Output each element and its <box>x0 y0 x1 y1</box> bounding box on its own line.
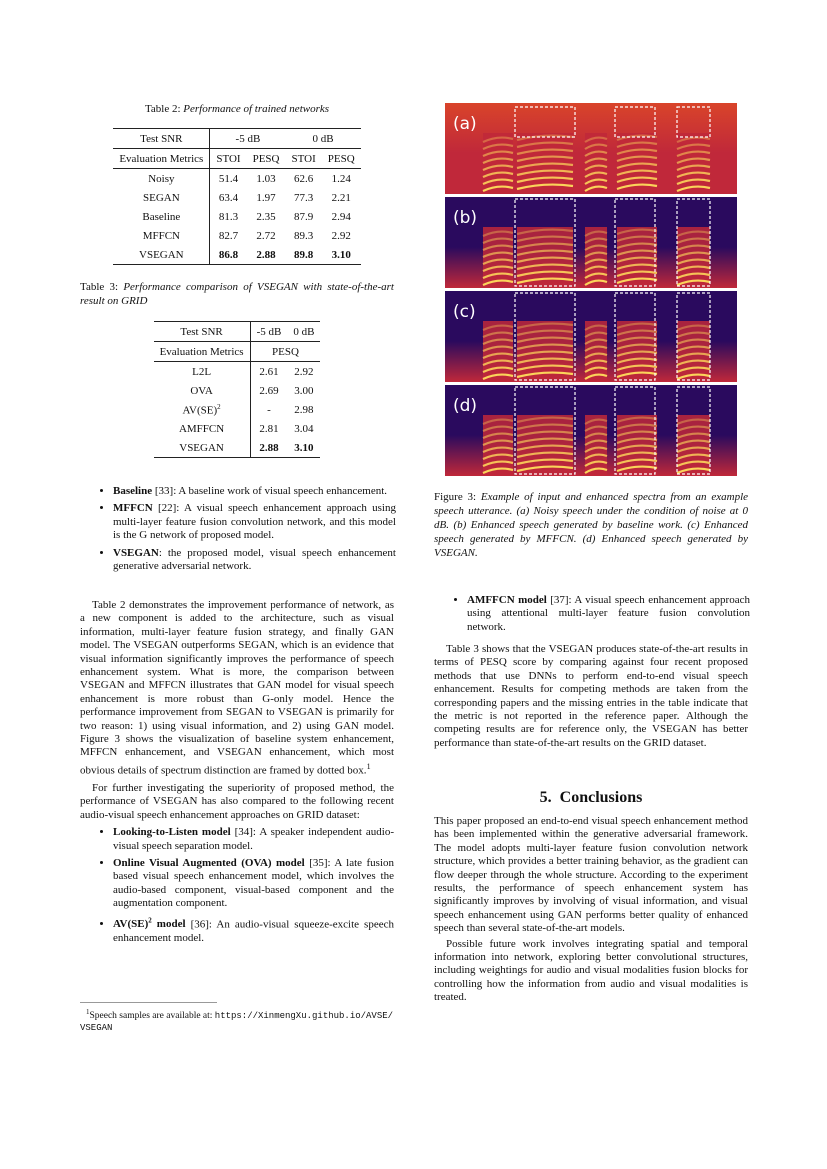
t2-row-label: Baseline <box>113 207 210 226</box>
t2-cell: 3.10 <box>322 245 361 265</box>
table3 <box>137 321 337 458</box>
t3-cell: 2.92 <box>294 365 314 378</box>
list-item-ref: [36]: <box>185 918 212 931</box>
t2-cell: 1.97 <box>256 191 276 204</box>
t2-header-testsnr: Test SNR <box>113 129 210 149</box>
speech-segment <box>677 227 710 288</box>
t2-cell: 2.92 <box>331 229 351 242</box>
speech-segment <box>483 321 513 382</box>
table-row <box>154 438 321 458</box>
panel-label: (b) <box>453 208 478 228</box>
speech-segment <box>677 415 710 476</box>
t2-subheader-cell: PESQ <box>322 149 361 169</box>
table-row <box>113 226 360 245</box>
table3-caption-text: Performance comparison of VSEGAN with state-of-the-art result on GRID <box>80 281 394 307</box>
t3-cell: 2.88 <box>250 438 287 458</box>
method-list-1 <box>80 485 396 577</box>
list-item-title: Looking-to-Listen model <box>113 826 231 839</box>
paragraph-further-investigation: For further investigating the superiority of proposed method, the performance of VSEGAN has also compared to the following recent audio-visual speech enhancement approaches on GRID dataset: <box>80 781 394 821</box>
list-item-ref: : <box>158 546 162 559</box>
table-row <box>113 245 360 265</box>
t2-subheader-cell: STOI <box>210 149 247 169</box>
spectrogram-panel-c <box>445 291 737 382</box>
table2-caption-text: Performance of trained networks <box>183 103 330 115</box>
paragraph-table3-discussion: Table 3 shows that the VSEGAN produces state-of-the-art results in terms of PESQ score by comparing against four recent proposed methods that use DNNs to perform end-to-end visual speech enhancement. Results for competing methods are taken from the corresponding papers and the missing entries in the table indicate that the metric is not reported in the reference paper. Although the competing results are for reference only, the VSEGAN has better performance than state-of-the-art results on the GRID dataset. <box>434 643 748 749</box>
t3-cell: 3.00 <box>294 384 314 397</box>
t3-row-label: VSEGAN <box>154 438 251 458</box>
list-item-text: An audio-visual squeeze-excite speech enhancement model. <box>113 918 394 944</box>
table-row <box>154 419 321 438</box>
footnote-mark: 1 <box>366 761 371 771</box>
spectrogram-panel-b <box>445 197 737 288</box>
t2-header-snr1: -5 dB <box>210 129 286 149</box>
table2-caption-label: Table 2: <box>144 103 181 115</box>
list-item-ref: [34]: <box>230 826 256 839</box>
t2-cell: 62.6 <box>294 172 314 185</box>
list-item-text: A speaker independent audio-visual speech separation model. <box>113 826 394 852</box>
t3-row-label: L2L <box>154 362 251 382</box>
speech-segment <box>677 133 710 194</box>
list-item-ref: [33]: <box>152 485 177 497</box>
footnote-url[interactable]: https://XinmengXu.github.io/AVSE/VSEGAN <box>80 1011 394 1034</box>
t3-row-label: OVA <box>154 381 251 400</box>
paragraph-table2-discussion: Table 2 demonstrates the improvement performance of network, as a new component is added to the architecture, such as visual information, multi-layer feature fusion strategy, and finally GAN model. The VSEGAN outperforms SEGAN, which is an evidence that visual information significantly improves the performance of speech enhancement system. What is more, the comparison between VSEGAN and MFFCN illustrates that GAN model for visual speech enhancement is more robust than G-only model. Hence the performance improvement from SEGAN to VSEGAN is primarily for two reason: 1) using visual information, and 2) using GAN model. Figure 3 shows the visualization of baseline system enhancement, MFFCN enhancement, and VSEGAN enhancement, which most obvious details of spectrum distinction are framed by dotted box.$^1$ <box>80 599 394 777</box>
t2-cell: 1.03 <box>256 172 276 185</box>
table-row <box>113 207 360 226</box>
t2-cell: 81.3 <box>218 210 239 223</box>
t2-row-label: VSEGAN <box>113 245 210 265</box>
table2 <box>90 128 384 265</box>
t2-cell: 2.72 <box>256 229 276 242</box>
speech-segment <box>483 133 513 194</box>
list-item-title: AV(SE)$^2$ model <box>113 916 186 931</box>
section-heading: 5. Conclusions <box>539 789 643 806</box>
spectrogram-a <box>445 103 737 194</box>
speech-segment <box>677 321 710 382</box>
table-row <box>154 381 321 400</box>
list-item <box>113 826 394 853</box>
t2-cell: 1.24 <box>331 172 351 185</box>
speech-segment <box>585 321 607 382</box>
spectrogram-b <box>445 197 737 288</box>
footnote <box>80 1006 394 1034</box>
t2-row-label: SEGAN <box>113 188 210 207</box>
list-item-text: the proposed model, visual speech enhancement generative adversarial network. <box>113 546 396 573</box>
t3-cell: 2.81 <box>259 422 279 435</box>
t2-cell: 63.4 <box>218 191 239 204</box>
conclusion-body <box>434 815 748 1005</box>
list-item-text: A baseline work of visual speech enhancement. <box>176 485 388 497</box>
spectrogram-panel-a <box>445 103 737 194</box>
table-row <box>113 188 360 207</box>
t2-subheader-cell: Evaluation Metrics <box>113 149 210 169</box>
t2-header-snr2: 0 dB <box>286 129 361 149</box>
t2-cell: 86.8 <box>210 245 247 265</box>
list-item-title: VSEGAN <box>113 546 159 559</box>
t3-row-label: AV(SE)$^2$ <box>154 400 251 419</box>
list-item <box>113 915 394 945</box>
footnote-rule <box>80 1002 217 1003</box>
speech-segment <box>585 133 607 194</box>
t2-cell: 2.88 <box>247 245 286 265</box>
t3-sub-metrics: Evaluation Metrics <box>154 342 251 362</box>
t3-cell: 3.10 <box>287 438 320 458</box>
paragraph-future-work: Possible future work involves integrating spatial and temporal information into network, exploring better convolutional structures, including weightings for audio and visual modalities fusion blocks for controlling how the information from audio and visual modalities is treated. <box>434 937 748 1004</box>
spectrogram-c <box>445 291 737 382</box>
spectrogram-panel-d <box>445 385 737 476</box>
list-item-sup: 2 <box>148 916 152 925</box>
speech-segment <box>483 415 513 476</box>
table2-caption <box>80 102 394 116</box>
panel-label: (d) <box>453 396 478 416</box>
spectrogram-d <box>445 385 737 476</box>
list-item-ref: [22]: <box>152 502 180 515</box>
t2-subheader-cell: PESQ <box>247 149 286 169</box>
t2-subheader-cell: STOI <box>286 149 322 169</box>
figure3-caption-text: Example of input and enhanced spectra from an example speech utterance. (a) Noisy speech under the condition of noise at 0 dB. (b) Enhanced speech generated by baseline work. (c) Enhanced speech generated by MFFCN. (d) Enhanced speech generated by VSEGAN. <box>434 491 749 559</box>
list-item-title: Online Visual Augmented (OVA) model <box>113 856 305 869</box>
t2-cell: 89.8 <box>286 245 322 265</box>
t3-header-testsnr: Test SNR <box>154 322 251 342</box>
speech-segment <box>483 227 513 288</box>
method-list-2 <box>80 826 394 945</box>
t2-cell: 89.3 <box>294 229 314 242</box>
list-item <box>113 547 396 574</box>
list-item-title: Baseline <box>113 485 153 497</box>
speech-segment <box>585 415 607 476</box>
t3-header-snr1: -5 dB <box>250 322 287 342</box>
t2-cell: 87.9 <box>294 210 314 223</box>
list-item-text: A late fusion based visual speech enhancement model, which involves the audio-based component, visual-based component and the augmentation component. <box>113 856 394 910</box>
panel-label: (c) <box>453 302 476 322</box>
t2-cell: 2.35 <box>256 210 276 223</box>
t3-cell: 2.61 <box>259 365 279 378</box>
t2-row-label: MFFCN <box>113 226 210 245</box>
t3-row-sup: 2 <box>217 402 221 411</box>
t3-row-label: AMFFCN <box>154 419 251 438</box>
table-row <box>154 400 321 419</box>
figure3-caption <box>434 490 748 560</box>
t3-cell: - <box>267 403 271 416</box>
list-item-text: A visual speech enhancement approach using multi-layer feature fusion convolution network, and this model is the G network of proposed model. <box>113 502 396 542</box>
figure3-spectrograms <box>445 103 737 479</box>
t3-cell: 2.69 <box>259 384 279 397</box>
table3-caption <box>80 280 394 308</box>
list-item <box>113 485 396 498</box>
t2-cell: 51.4 <box>218 172 239 185</box>
paragraph-conclusion: This paper proposed an end-to-end visual speech enhancement method has been implemented within the generative adversarial framework. The model adopts multi-layer feature fusion convolution network structure, which provides a better training behavior, as the gradient can flow deeper through the whole structure. According to the experiment results, the performance of speech enhancement system has significantly improves by involving of visual information, and visual speech enhancement using GAN performs better quality of enhanced speech than several state-of-the-art models. <box>434 815 748 935</box>
speech-segment <box>585 227 607 288</box>
body-paragraphs-left <box>80 599 394 949</box>
t2-cell: 2.21 <box>331 191 351 204</box>
method-list-3 <box>434 594 750 638</box>
table3-caption-label: Table 3: <box>80 281 119 293</box>
table-row <box>113 169 360 189</box>
list-item <box>113 857 394 911</box>
table-row <box>154 362 321 382</box>
list-item <box>113 502 396 542</box>
footnote-text: Speech samples are available at: <box>89 1011 215 1022</box>
list-item-title: MFFCN <box>113 502 153 515</box>
figure3-caption-label: Figure 3: <box>434 491 477 503</box>
panel-label: (a) <box>453 114 477 134</box>
t3-cell: 3.04 <box>294 422 314 435</box>
t3-sub-pesq: PESQ <box>250 342 320 362</box>
t2-cell: 82.7 <box>218 229 239 242</box>
t2-row-label: Noisy <box>113 169 210 189</box>
list-item-ref: [35]: <box>304 856 331 869</box>
t2-cell: 77.3 <box>294 191 314 204</box>
t3-cell: 2.98 <box>294 403 314 416</box>
footnote-number: 1 <box>86 1008 90 1016</box>
list-item: • AMFFCN model [37]: A visual speech enhancement approach using attentional multi-layer feature fusion convolution network. <box>467 594 750 634</box>
t3-header-snr2: 0 dB <box>287 322 320 342</box>
t2-cell: 2.94 <box>331 210 351 223</box>
